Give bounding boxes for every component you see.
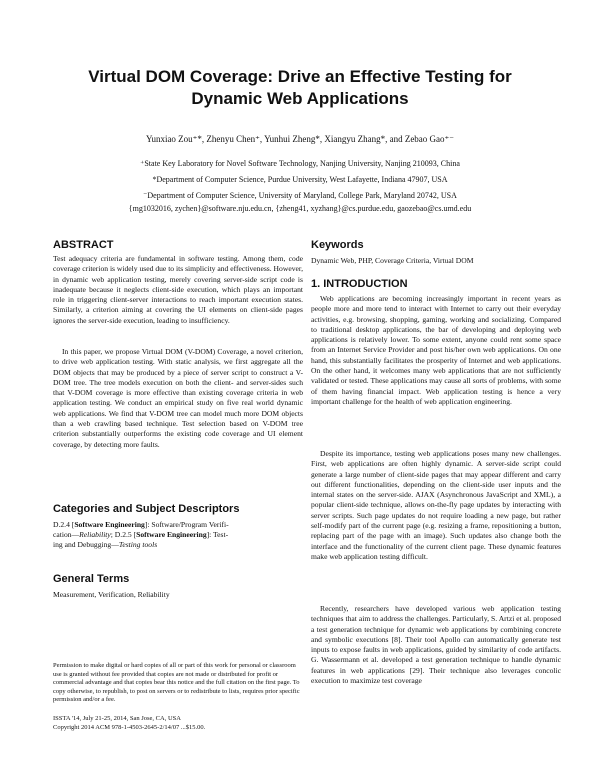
- categories-line-3: ing and Debugging—Testing tools: [53, 540, 158, 549]
- introduction-paragraph-1: Web applications are becoming increasingly important in recent years as people more and more tend to interact with Internet to carry out their everyday activities, e.g. browsing, shopping, gaming, working and socializing. Compared to traditional desktop applications, the bar of developing and deploying web applications is relatively lower. To some extent, anyone could rent some space from an Internet Service Provider and post his/her own web applications. On one hand, this substantially facilitates the prosperity of Internet and web applications. On the other hand, it welcomes many web applications that are not sufficiently validated or tested. These applications may cause all sorts of problems, with some of them having financial impact. Web application testing is hence a very important challenge for the health of web application engineering.: [311, 294, 561, 406]
- categories-line-1: D.2.4 [Software Engineering]: Software/Program Verifi-: [53, 520, 229, 529]
- affiliation-nanjing: ⁺State Key Laboratory for Novel Software Technology, Nanjing University, Nanjing 210093, China: [140, 159, 460, 168]
- affiliation-maryland: ⁻Department of Computer Science, University of Maryland, College Park, Maryland 20742, USA: [143, 191, 457, 200]
- categories-line-2: cation—Reliability; D.2.5 [Software Engineering]: Test-: [53, 530, 229, 539]
- general-terms-heading: General Terms: [53, 573, 130, 585]
- paper-title: [40, 66, 560, 110]
- categories-heading: Categories and Subject Descriptors: [53, 503, 240, 515]
- introduction-paragraph-2: Despite its importance, testing web applications poses many new challenges. First, web applications are often highly dynamic. A server-side script could generate a large number of client-side pages that may appear different and carry out different functionalities, depending on the client-side user inputs and the internal states on the server-side. AJAX (Asynchronous JavaScript and XML), a popular client-side technique, allows on-the-fly page updates by interacting with server scripts. Such page updates do not require loading a new page, but rather self-modify part of the current page (e.g. resizing a frame, repositioning a button, replacing part of the page with an image). Such updates also change both the interface and the functionality of the current client page. These dynamic features make web application testing difficult.: [311, 449, 561, 561]
- keywords-text: Dynamic Web, PHP, Coverage Criteria, Virtual DOM: [311, 256, 474, 265]
- author-emails: {mg1032016, zychen}@software.nju.edu.cn, {zheng41, xyzhang}@cs.purdue.edu, gaozebao@cs.umd.edu: [128, 204, 472, 213]
- permission-notice: Permission to make digital or hard copies of all or part of this work for personal or classroom use is granted without fee provided that copies are not made or distributed for profit or commercial advantage and that copies bear this notice and the full citation on the first page. To copy otherwise, to republish, to post on servers or to redistribute to lists, requires prior specific permission and/or a fee.: [53, 662, 300, 704]
- introduction-paragraph-3: Recently, researchers have developed various web application testing techniques that aim to address the challenges. Particularly, S. Artzi et al. proposed a test generation technique for dynamic web applications by combining concrete and symbolic executions [8]. Their tool Apollo can automatically generate test inputs to expose faults in web applications, guided by similarity of code artifacts. G. Wassermann et al. developed a test generation technique to handle dynamic features in web applications [29]. Their technique also leverages concolic execution to maximize test coverage: [311, 604, 561, 686]
- introduction-heading: 1. INTRODUCTION: [311, 278, 408, 290]
- affiliation-purdue: *Department of Computer Science, Purdue University, West Lafayette, Indiana 47907, USA: [152, 175, 448, 184]
- abstract-paragraph-2: In this paper, we propose Virtual DOM (V-DOM) Coverage, a novel criterion, to drive web application testing. With static analysis, we first aggregate all the DOM objects that may be produced by a piece of server script to construct a V-DOM tree. The tree models execution on both the client- and server-sides such that V-DOM coverage is more effective than existing coverage criteria in web application testing. We conduct an empirical study on five real world dynamic web applications. We find that V-DOM tree can model much more DOM objects than a web crawling based technique. Test selection based on V-DOM tree criterion substantially outperforms the existing code coverage and UI element coverage, by detecting more faults.: [53, 347, 303, 449]
- keywords-heading: Keywords: [311, 239, 364, 251]
- author-list: Yunxiao Zou⁺*, Zhenyu Chen⁺, Yunhui Zheng*, Xiangyu Zhang*, and Zebao Gao⁺⁻: [145, 134, 455, 144]
- title-line-1: Virtual DOM Coverage: Drive an Effective Testing for: [88, 67, 512, 86]
- abstract-heading: ABSTRACT: [53, 239, 114, 251]
- title-line-2: Dynamic Web Applications: [191, 89, 409, 108]
- general-terms-text: Measurement, Verification, Reliability: [53, 590, 170, 599]
- abstract-paragraph-1: Test adequacy criteria are fundamental in software testing. Among them, code coverage criterion is widely used due to its simplicity and effectiveness. However, in dynamic web application testing, merely covering server-side script code is inadequate because it neglects client-side execution, which plays an important role in triggering client-server interactions to reach important execution states. Similarly, a criterion aiming at covering the UI elements on client-side pages ignores the server-side execution, leading to insufficiency.: [53, 254, 303, 325]
- copyright-line: Copyright 2014 ACM 978-1-4503-2645-2/14/07 ...$15.00.: [53, 724, 206, 731]
- venue-line: ISSTA '14, July 21-25, 2014, San Jose, CA, USA: [53, 715, 181, 722]
